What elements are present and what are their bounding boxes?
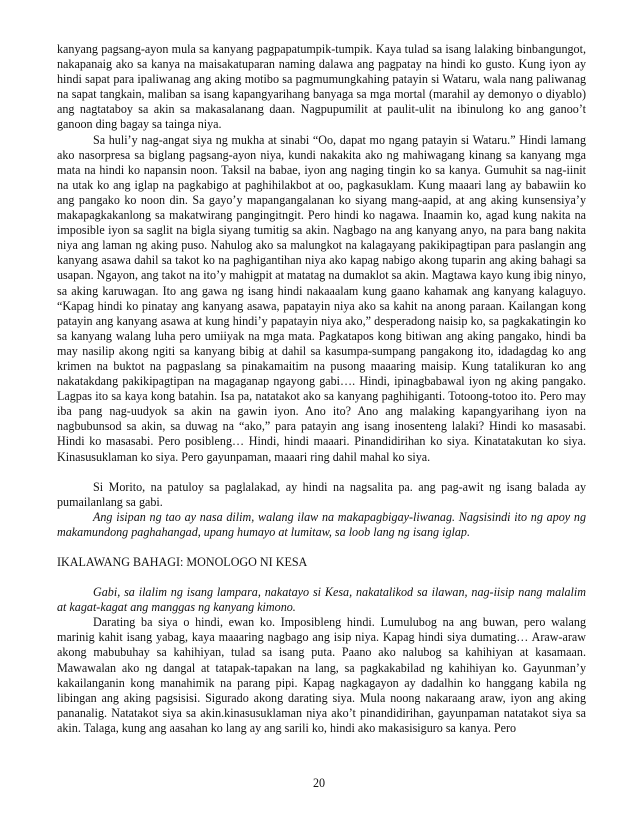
ballad-verse: Ang isipan ng tao ay nasa dilim, walang ilaw na makapagbigay-liwanag. Nagsisindi ito ng apoy ng makamundong paghahangad, upang humayo at lumitaw, sa loob lang ng isang iglap. — [57, 509, 586, 539]
paragraph-kesa-monologue: Darating ba siya o hindi, ewan ko. Imposibleng hindi. Lumulubog na ang buwan, pero walang marinig kahit isang yabag, kaya maaaring nagbago ang isip niya. Kapag hindi siya dumating… Araw-araw akong mabubuhay sa kahihiyan, tulad sa isang puta. Paano ako nalubog sa kahihiyan at kasamaan. Mawawalan ako ng dangal at tatapak-tapakan na lang, sa pagkakabilad ng kahihiyan ko. Gayunman’y kakailanganin kong manahimik na parang pipi. Kapag nagkagayon ay dadalhin ko hanggang kabila ng libingan ang aking pagsisisi. Sigurado akong darating siya. Mula noong nakaraang araw, iyon ang aking pananalig. Natatakot siya sa akin.kinasusuklaman niya ako’t pinandidirihan, gayunpaman natatakot siya sa akin. Talaga, kung ang aasahan ko lang ay ang sarili ko, hindi ako makasisiguro sa kanya. Pero — [57, 615, 586, 735]
section-heading: IKALAWANG BAHAGI: MONOLOGO NI KESA — [57, 555, 308, 569]
page-number: 20 — [312, 776, 326, 790]
document-page — [57, 42, 586, 736]
paragraph-wataru-agreement: Sa huli’y nag-angat siya ng mukha at sinabi “Oo, dapat mo ngang patayin si Wataru.” Hindi lamang ako nasorpresa sa biglang pagsang-ayon niya, kundi nakakita ako ng mahiwagang kinang sa kanyang mga mata na hindi ko napansin noon. Taksil na babae, iyon ang naging tingin ko sa kanya. Gumuhit sa nag-iinit na utak ko ang iglap na pagkabigo at paghihilakbot at oo, pagkasuklam. Kung maaari lang ay babawiin ko ang pangako ko noon din. Sa gayo’y mapangangalanan ko siyang mang-aapid, at ang aking kunsensiya’y makapagkakanlong sa makatwirang pangingitngit. Pero hindi ko nagawa. Inaamin ko, agad kung nakita na imposible iyon sa saglit na bigla siyang tumitig sa akin. Nagbago na ang kanyang anyo, na para bang nakita niya ang laman ng aking puso. Nahulog ako sa malungkot na kalagayang pakikipagtipan para paslangin ang kanyang asawa dahil sa takot ko na paghigantihan niya ako kapag nabigo akong tuparin ang aking bahagi sa usapan. Ngayon, ang takot na ito’y mahigpit at matatag na dumaklot sa akin. Magtawa kayo kung ibig ninyo, sa aking karuwagan. Ito ang gawa ng isang hindi nakaaalam kung gaano kahamak ang kanyang kalaguyo. “Kapag hindi ko pinatay ang kanyang asawa, papatayin niya ako sa kahit na anong paraan. Kailangan kong patayin ang kanyang asawa at kung hindi’y papatayin niya ako,” desperadong naisip ko, sa pagkakatingin ko sa kanyang walang luha pero umiiyak na mga mata. Pagkatapos kong bitiwan ang aking pangako, hindi ba may nasilip akong ngiti sa kanyang bibig at dahil sa kasumpa-sumpang pangakong ito, idadagdag ko ang krimen na buktot na pagpaslang sa pinakamaitim na pusong maaaring maisip. Kung tatalikuran ko ang nakatakdang pakikipagtipan na magaganap ngayong gabi…. Hindi, ipinagbabawal iyon ng aking pangako. Lagpas ito sa kaya kong batahin. Isa pa, natatakot ako sa kanyang paghihiganti. Totoong-totoo ito. Pero may iba pang nag-uudyok sa akin na gawin iyon. Ano ito? Ano ang malaking kapangyarihang iyon na nagbubunsod sa akin, sa duwag na “ako,” para patayin ang isang inosenteng lalaki? Hindi ko masasabi. Hindi ko masasabi. Pero posibleng… Hindi, hindi maaari. Pinandidirihan ko siya. Kinatatakutan ko siya. Kinasusuklaman ko siya. Pero gayunpaman, maaari ring dahil mahal ko siya. — [57, 132, 586, 464]
paragraph-morito-walking: Si Morito, na patuloy sa paglalakad, ay hindi na nagsalita pa. ang pag-awit ng isang balada ay pumailanlang sa gabi. — [57, 479, 586, 509]
paragraph-continuation: kanyang pagsang-ayon mula sa kanyang pagpapatumpik-tumpik. Kaya tulad sa isang lalaking binbangungot, nakapanaig ako sa kanya na maisakatuparan naming dalawa ang pagpatay na hindi ko gusto. Kung iyon ay hindi sapat para ipaliwanag ang aking motibo sa pagmumungkahing patayin si Wataru, wala nang paliwanag na sapat tangkain, maliban sa isang kapangyarihang banyaga sa mga mortal (marahil ay demonyo o diyablo) ang nagtataboy sa akin sa makasalanang daan. Nagpupumilit at paulit-ulit na ibinulong ko ang ganoo’t ganoon ding bagay sa tainga niya. — [57, 42, 586, 132]
stage-direction: Gabi, sa ilalim ng isang lampara, nakatayo si Kesa, nakatalikod sa ilawan, nag-iisip nang malalim at kagat-kagat ang manggas ng kanyang kimono. — [57, 585, 586, 615]
